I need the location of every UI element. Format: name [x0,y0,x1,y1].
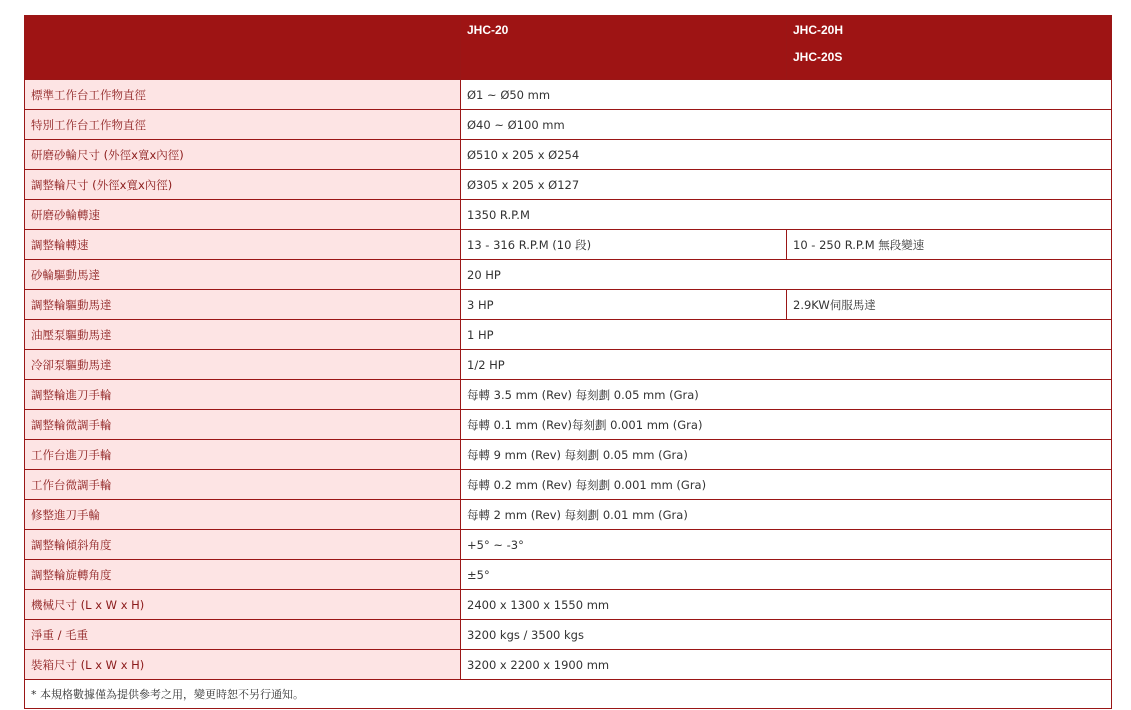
spec-value: Ø305 x 205 x Ø127 [461,170,1112,200]
spec-value: 3200 x 2200 x 1900 mm [461,650,1112,680]
spec-label: 標準工作台工作物直徑 [25,80,461,110]
table-row [25,260,1112,290]
spec-label: 特別工作台工作物直徑 [25,110,461,140]
spec-label: 調整輪轉速 [25,230,461,260]
spec-value: 1 HP [461,320,1112,350]
spec-value: 每轉 9 mm (Rev) 每刻劃 0.05 mm (Gra) [461,440,1112,470]
spec-value: Ø40 ~ Ø100 mm [461,110,1112,140]
spec-value: Ø510 x 205 x Ø254 [461,140,1112,170]
spec-table [24,15,1112,709]
spec-label: 機械尺寸 (L x W x H) [25,590,461,620]
spec-value: 每轉 0.1 mm (Rev)每刻劃 0.001 mm (Gra) [461,410,1112,440]
spec-value: 每轉 3.5 mm (Rev) 每刻劃 0.05 mm (Gra) [461,380,1112,410]
table-row [25,200,1112,230]
spec-value: 每轉 0.2 mm (Rev) 每刻劃 0.001 mm (Gra) [461,470,1112,500]
spec-value: 1350 R.P.M [461,200,1112,230]
table-row [25,530,1112,560]
header-model-line2: JHC-20S [793,50,843,64]
spec-label: 調整輪進刀手輪 [25,380,461,410]
spec-value-alt: 2.9KW伺服馬達 [787,290,1112,320]
table-row [25,410,1112,440]
header-row [25,16,1112,80]
spec-value: 1/2 HP [461,350,1112,380]
spec-label: 研磨砂輪尺寸 (外徑x寬x內徑) [25,140,461,170]
spec-label: 調整輪尺寸 (外徑x寬x內徑) [25,170,461,200]
spec-value-alt: 10 - 250 R.P.M 無段變速 [787,230,1112,260]
table-row [25,650,1112,680]
table-row [25,500,1112,530]
spec-value: ±5° [461,560,1112,590]
table-row [25,440,1112,470]
table-row [25,170,1112,200]
spec-label: 修整進刀手輪 [25,500,461,530]
spec-value: 3200 kgs / 3500 kgs [461,620,1112,650]
header-model-line1: JHC-20H [793,23,844,37]
spec-label: 裝箱尺寸 (L x W x H) [25,650,461,680]
spec-value: Ø1 ~ Ø50 mm [461,80,1112,110]
spec-value: +5° ~ -3° [461,530,1112,560]
spec-label: 工作台微調手輪 [25,470,461,500]
spec-label: 淨重 / 毛重 [25,620,461,650]
spec-label: 油壓泵驅動馬達 [25,320,461,350]
spec-label: 調整輪傾斜角度 [25,530,461,560]
spec-value: 2400 x 1300 x 1550 mm [461,590,1112,620]
table-row [25,140,1112,170]
spec-label: 調整輪驅動馬達 [25,290,461,320]
header-spec-column [25,16,461,80]
table-row [25,230,1112,260]
table-row [25,590,1112,620]
spec-label: 調整輪旋轉角度 [25,560,461,590]
spec-label: 冷卻泵驅動馬達 [25,350,461,380]
table-row [25,320,1112,350]
spec-value: 20 HP [461,260,1112,290]
spec-label: 調整輪微調手輪 [25,410,461,440]
table-row [25,470,1112,500]
table-row [25,350,1112,380]
spec-value: 3 HP [461,290,787,320]
table-row [25,560,1112,590]
table-row [25,620,1112,650]
table-row [25,80,1112,110]
spec-footnote: * 本規格數據僅為提供參考之用，變更時恕不另行通知。 [25,680,1112,709]
table-row [25,380,1112,410]
spec-value: 13 - 316 R.P.M (10 段) [461,230,787,260]
table-row [25,110,1112,140]
spec-value: 每轉 2 mm (Rev) 每刻劃 0.01 mm (Gra) [461,500,1112,530]
spec-label: 工作台進刀手輪 [25,440,461,470]
spec-table-container [24,15,1111,709]
table-row [25,290,1112,320]
header-model-jhc-20: JHC-20 [461,16,787,80]
header-model-jhc-20h-s [787,16,1112,80]
spec-label: 研磨砂輪轉速 [25,200,461,230]
spec-label: 砂輪驅動馬達 [25,260,461,290]
footnote-row [25,680,1112,709]
